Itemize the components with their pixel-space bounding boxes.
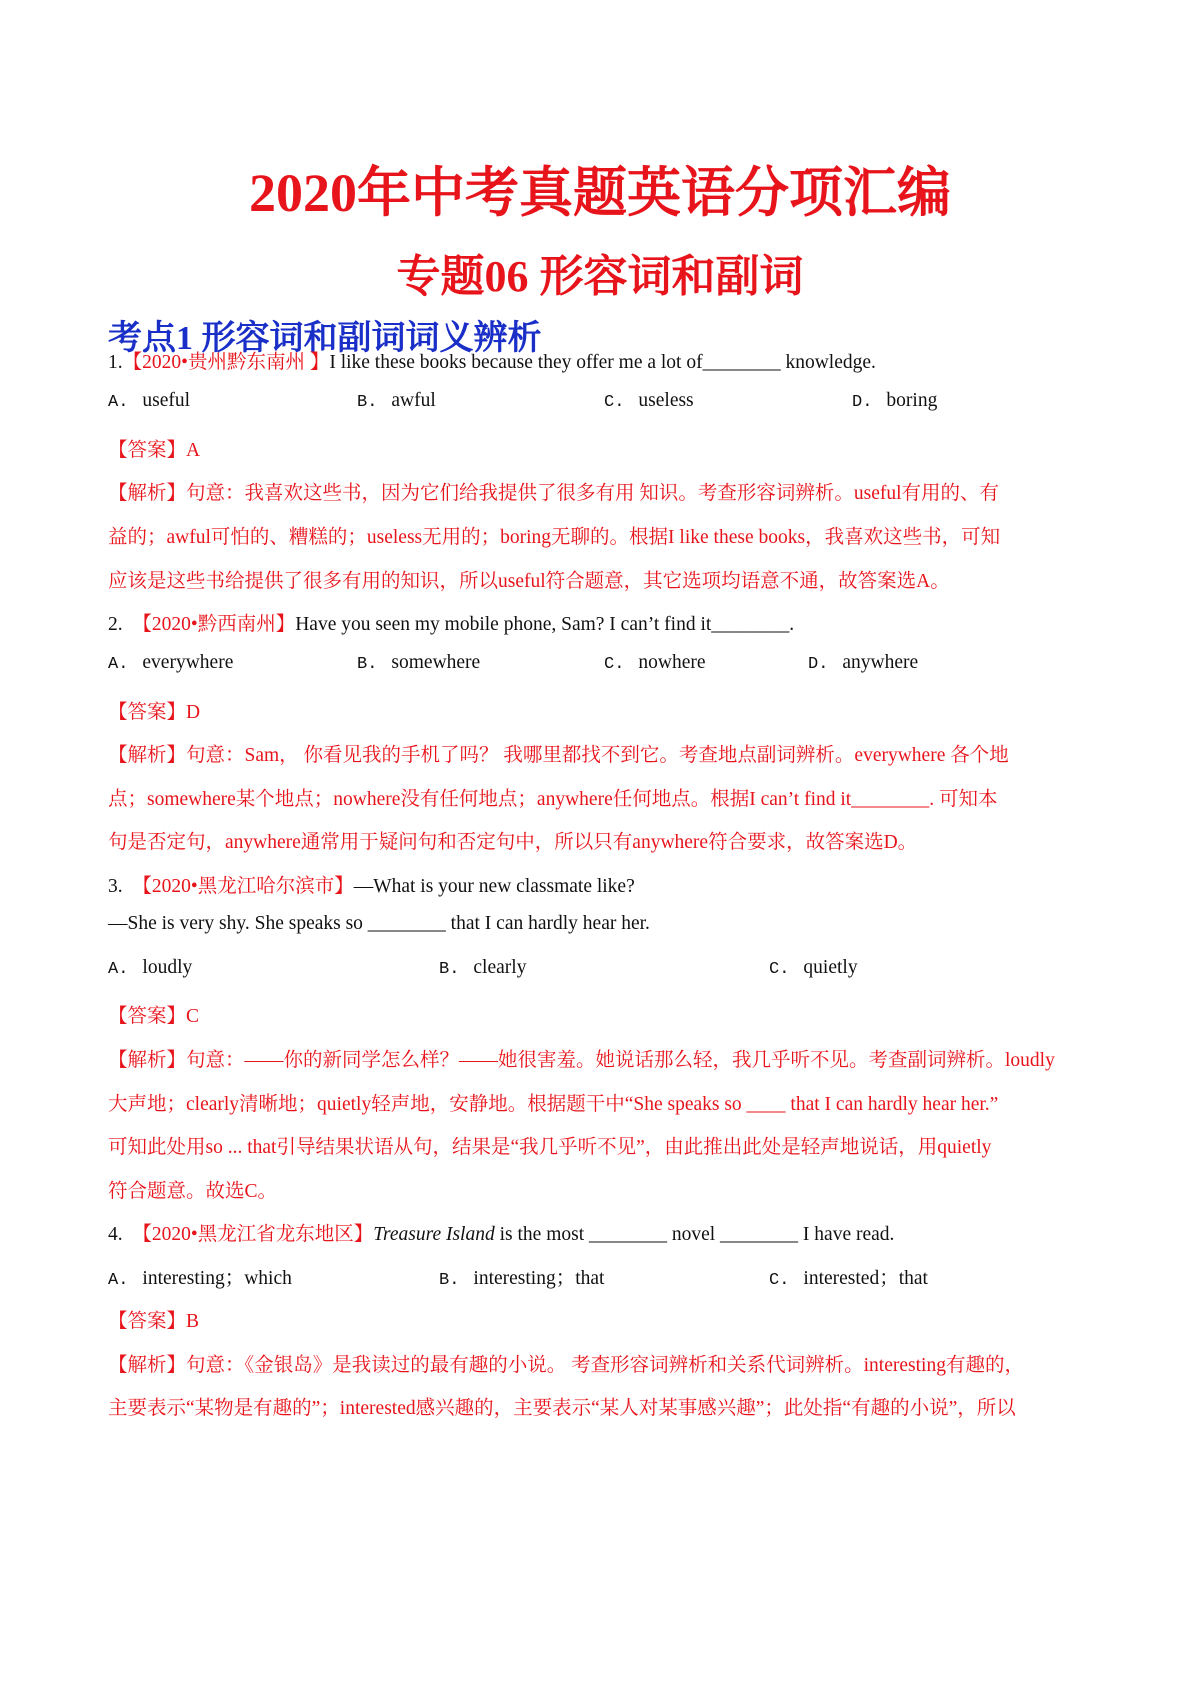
question-1: [108, 346, 876, 374]
question-number: 2.: [108, 614, 123, 635]
answer: 【答案】B: [108, 1311, 200, 1332]
option-a: A. everywhere: [108, 652, 234, 674]
question-stem: Have you seen my mobile phone, Sam? I can’t find it________.: [295, 614, 795, 635]
option-b: B. interesting；that: [439, 1268, 605, 1290]
answer: 【答案】D: [108, 702, 201, 723]
option-a: A. useful: [108, 390, 191, 412]
analysis-line: 【解析】句意：《金银岛》是我读过的最有趣的小说。 考查形容词辨析和关系代词辨析。interesting有趣的，: [108, 1355, 1024, 1376]
page-title: 2020年中考真题英语分项汇编: [249, 163, 951, 223]
option-c: C. interested；that: [769, 1268, 928, 1290]
analysis-line: 【解析】句意：——你的新同学怎么样？——她很害羞。她说话那么轻，我几乎听不见。考查副词辨析。loudly: [108, 1050, 1055, 1071]
option-c: C. nowhere: [604, 652, 706, 674]
option-c: C. quietly: [769, 957, 858, 979]
analysis-line: 符合题意。故选C。: [108, 1181, 278, 1202]
analysis-line: 【解析】句意：我喜欢这些书，因为它们给我提供了很多有用 知识。考查形容词辨析。useful有用的、有: [108, 483, 1000, 504]
answer: 【答案】C: [108, 1006, 200, 1027]
question-source: 【2020•贵州黔东南州 】: [122, 352, 330, 373]
option-b: B. somewhere: [357, 652, 481, 674]
option-b: B. awful: [357, 390, 436, 412]
question-stem: is the most ________ novel ________ I have read.: [494, 1224, 895, 1245]
analysis-line: 益的；awful可怕的、糟糕的；useless无用的；boring无聊的。根据I like these books，我喜欢这些书，可知: [108, 527, 1001, 548]
option-a: A. interesting；which: [108, 1268, 292, 1290]
analysis-line: 点；somewhere某个地点；nowhere没有任何地点；anywhere任何地点。根据I can’t find it________. 可知本: [108, 789, 998, 810]
question-2: [108, 608, 794, 636]
question-number: 3.: [108, 876, 123, 897]
question-source: 【2020•黑龙江哈尔滨市】: [132, 876, 354, 897]
question-number: 1.: [108, 352, 123, 373]
option-d: D. boring: [852, 390, 938, 412]
analysis-line: 应该是这些书给提供了很多有用的知识，所以useful符合题意，其它选项均语意不通，故答案选A。: [108, 571, 950, 592]
question-stem: —What is your new classmate like?: [353, 876, 635, 897]
option-d: D. anywhere: [808, 652, 919, 674]
book-title: Treasure Island: [373, 1224, 495, 1245]
question-number: 4.: [108, 1224, 123, 1245]
section-heading: 考点1 形容词和副词词义辨析: [108, 320, 542, 357]
analysis-line: 可知此处用so ... that引导结果状语从句，结果是“我几乎听不见”，由此推出此处是轻声地说话，用quietly: [108, 1137, 992, 1158]
answer: 【答案】A: [108, 440, 201, 461]
page-subtitle: 专题06 形容词和副词: [396, 252, 804, 301]
question-stem: I like these books because they offer me a lot of________ knowledge.: [329, 352, 876, 373]
analysis-line: 大声地；clearly清晰地；quietly轻声地，安静地。根据题干中“She speaks so ____ that I can hardly hear her.”: [108, 1094, 999, 1115]
question-source: 【2020•黔西南州】: [132, 614, 296, 635]
question-4: [108, 1218, 894, 1246]
question-3: [108, 870, 635, 898]
question-source: 【2020•黑龙江省龙东地区】: [132, 1224, 374, 1245]
option-b: B. clearly: [439, 957, 527, 979]
analysis-line: 句是否定句，anywhere通常用于疑问句和否定句中，所以只有anywhere符合要求，故答案选D。: [108, 832, 918, 853]
option-a: A. loudly: [108, 957, 193, 979]
question-stem-line-2: —She is very shy. She speaks so ________ that I can hardly hear her.: [108, 913, 650, 934]
analysis-line: 主要表示“某物是有趣的”；interested感兴趣的，主要表示“某人对某事感兴趣”；此处指“有趣的小说”，所以: [108, 1398, 1016, 1419]
analysis-line: 【解析】句意：Sam， 你看见我的手机了吗？ 我哪里都找不到它。考查地点副词辨析。everywhere 各个地: [108, 745, 1009, 766]
option-c: C. useless: [604, 390, 694, 412]
